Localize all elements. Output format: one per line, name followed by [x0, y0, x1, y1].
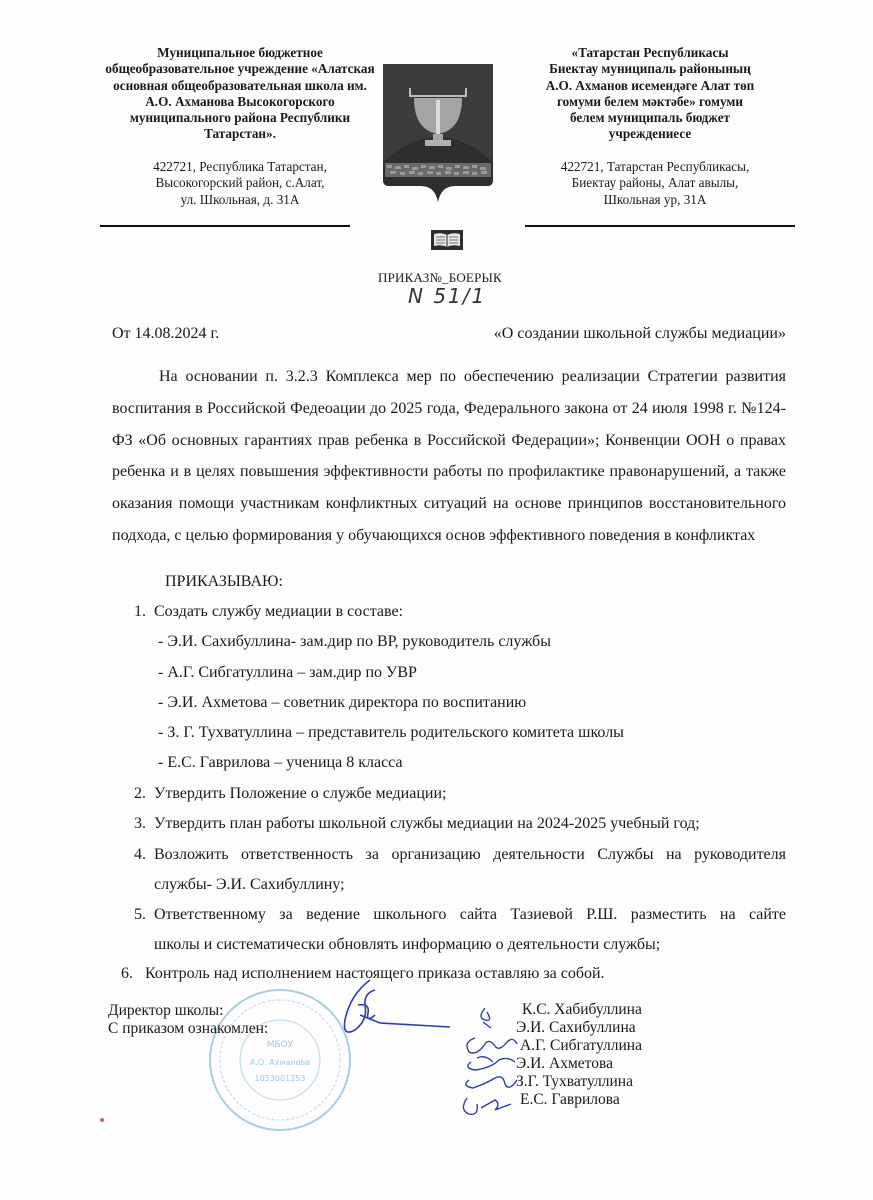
org-line: «Татарстан Республикасы — [571, 45, 729, 60]
org-line: Муниципальное бюджетное — [157, 45, 323, 60]
member-line: - Э.И. Сахибуллина- зам.дир по ВР, руководитель службы — [158, 633, 551, 650]
item-text: Утвердить Положение о службе медиации; — [154, 785, 447, 802]
order-title: ПРИКАЗ№_БОЕРЫК — [378, 270, 502, 285]
item-number: 5. — [134, 906, 146, 923]
signatory-name: З.Г. Тухватуллина — [516, 1073, 633, 1090]
org-line: Биектау муниципаль районының — [549, 61, 751, 77]
item-text: Ответственному за ведение школьного сайта Тазиевой Р.Ш. разместить на сайте — [154, 906, 786, 923]
item-text: Возложить ответственность за организацию деятельности Службы на руководителя — [154, 846, 786, 863]
org-line: Татарстан». — [204, 126, 276, 142]
signatory-name: А.Г. Сибгатуллина — [520, 1037, 642, 1054]
item-text: Утвердить план работы школьной службы медиации на 2024-2025 учебный год; — [154, 815, 700, 832]
header-left-org — [95, 45, 385, 143]
org-line: муниципального района Республики — [129, 110, 351, 126]
address-line: Школьная ур, 31А — [603, 191, 707, 207]
address-line: 422721, Республика Татарстан, — [153, 159, 327, 174]
acquainted-label: С приказом ознакомлен: — [108, 1020, 269, 1037]
signatory-name: Э.И. Ахметова — [516, 1055, 613, 1072]
org-line: общеобразовательное учреждение «Алатская — [105, 61, 375, 77]
svg-text:МБОУ: МБОУ — [266, 1040, 294, 1050]
item-number: 1. — [134, 603, 146, 620]
member-signatures-icon — [455, 1000, 530, 1125]
org-line: гомуми белем мәктәбе» гомуми — [556, 93, 743, 109]
svg-text:А.О. Ахманова: А.О. Ахманова — [249, 1058, 311, 1067]
org-line: белем муниципаль бюджет — [569, 110, 731, 126]
item-number: 2. — [134, 785, 146, 802]
signatory-name: Э.И. Сахибуллина — [516, 1019, 636, 1036]
org-line: А.О. Ахманов исемендәге Алат төп — [545, 77, 755, 93]
header-right-org — [520, 45, 780, 143]
preamble-paragraph: На основании п. 3.2.3 Комплекса мер по обеспечению реализации Стратегии развития воспитания в Российской Федеоации до 2025 года, Федерального закона от 24 июля 1998 г. №124-ФЗ «Об основных гарантиях прав ребенка в Российской Федерации»; Конвенции ООН о правах ребенка и в целях повышения эффективности работы по профилактике правонарушений, а также оказания помощи участникам конфликтных ситуаций на основе принципов восстановительного подхода, с целью формирования у обучающихся основ эффективного поведения в конфликтах — [112, 368, 786, 544]
director-signature-icon — [320, 975, 460, 1045]
header-right-address — [515, 159, 795, 208]
svg-text:1053001353: 1053001353 — [254, 1074, 306, 1083]
org-line: учреждениесе — [608, 126, 692, 142]
org-line: А.О. Ахманова Высокогорского — [145, 93, 335, 109]
header-left-address — [95, 159, 385, 208]
member-line: - З. Г. Тухватуллина – представитель родительского комитета школы — [158, 724, 624, 741]
order-subject: «О создании школьной службы медиации» — [493, 325, 786, 342]
order-number-handwritten: N 51/1 — [408, 284, 487, 308]
item-text: Контроль над исполнением настоящего приказа оставляю за собой. — [145, 965, 605, 982]
director-label: Директор школы: — [108, 1002, 224, 1019]
directive-heading: ПРИКАЗЫВАЮ: — [165, 573, 283, 590]
address-line: Высокогорский район, с.Алат, — [155, 175, 325, 191]
coat-of-arms-icon — [381, 62, 495, 212]
member-line: - А.Г. Сибгатуллина – зам.дир по УВР — [158, 664, 417, 681]
address-line: 422721, Татарстан Республикасы, — [560, 159, 750, 174]
item-text-continued: службы- Э.И. Сахибуллину; — [154, 876, 345, 893]
member-line: - Э.И. Ахметова – советник директора по воспитанию — [158, 694, 527, 711]
item-text-continued: школы и систематически обновлять информацию о деятельности службы; — [154, 936, 661, 953]
address-line: Биектау районы, Алат авылы, — [571, 175, 739, 191]
open-book-icon — [431, 230, 463, 250]
org-line: основная общеобразовательная школа им. — [113, 77, 367, 93]
signatory-name: Е.С. Гаврилова — [520, 1091, 620, 1108]
header-right-rule — [525, 225, 795, 227]
item-number: 3. — [134, 815, 146, 832]
member-line: - Е.С. Гаврилова – ученица 8 класса — [158, 754, 403, 771]
item-number: 4. — [134, 846, 146, 863]
order-date: От 14.08.2024 г. — [112, 325, 220, 342]
item-text: Создать службу медиации в составе: — [154, 603, 404, 620]
signatory-name: К.С. Хабибуллина — [522, 1001, 642, 1018]
item-number: 6. — [121, 965, 133, 982]
scan-artifact-mark — [100, 1118, 104, 1122]
header-left-rule — [100, 225, 350, 227]
address-line: ул. Школьная, д. 31А — [180, 191, 300, 207]
